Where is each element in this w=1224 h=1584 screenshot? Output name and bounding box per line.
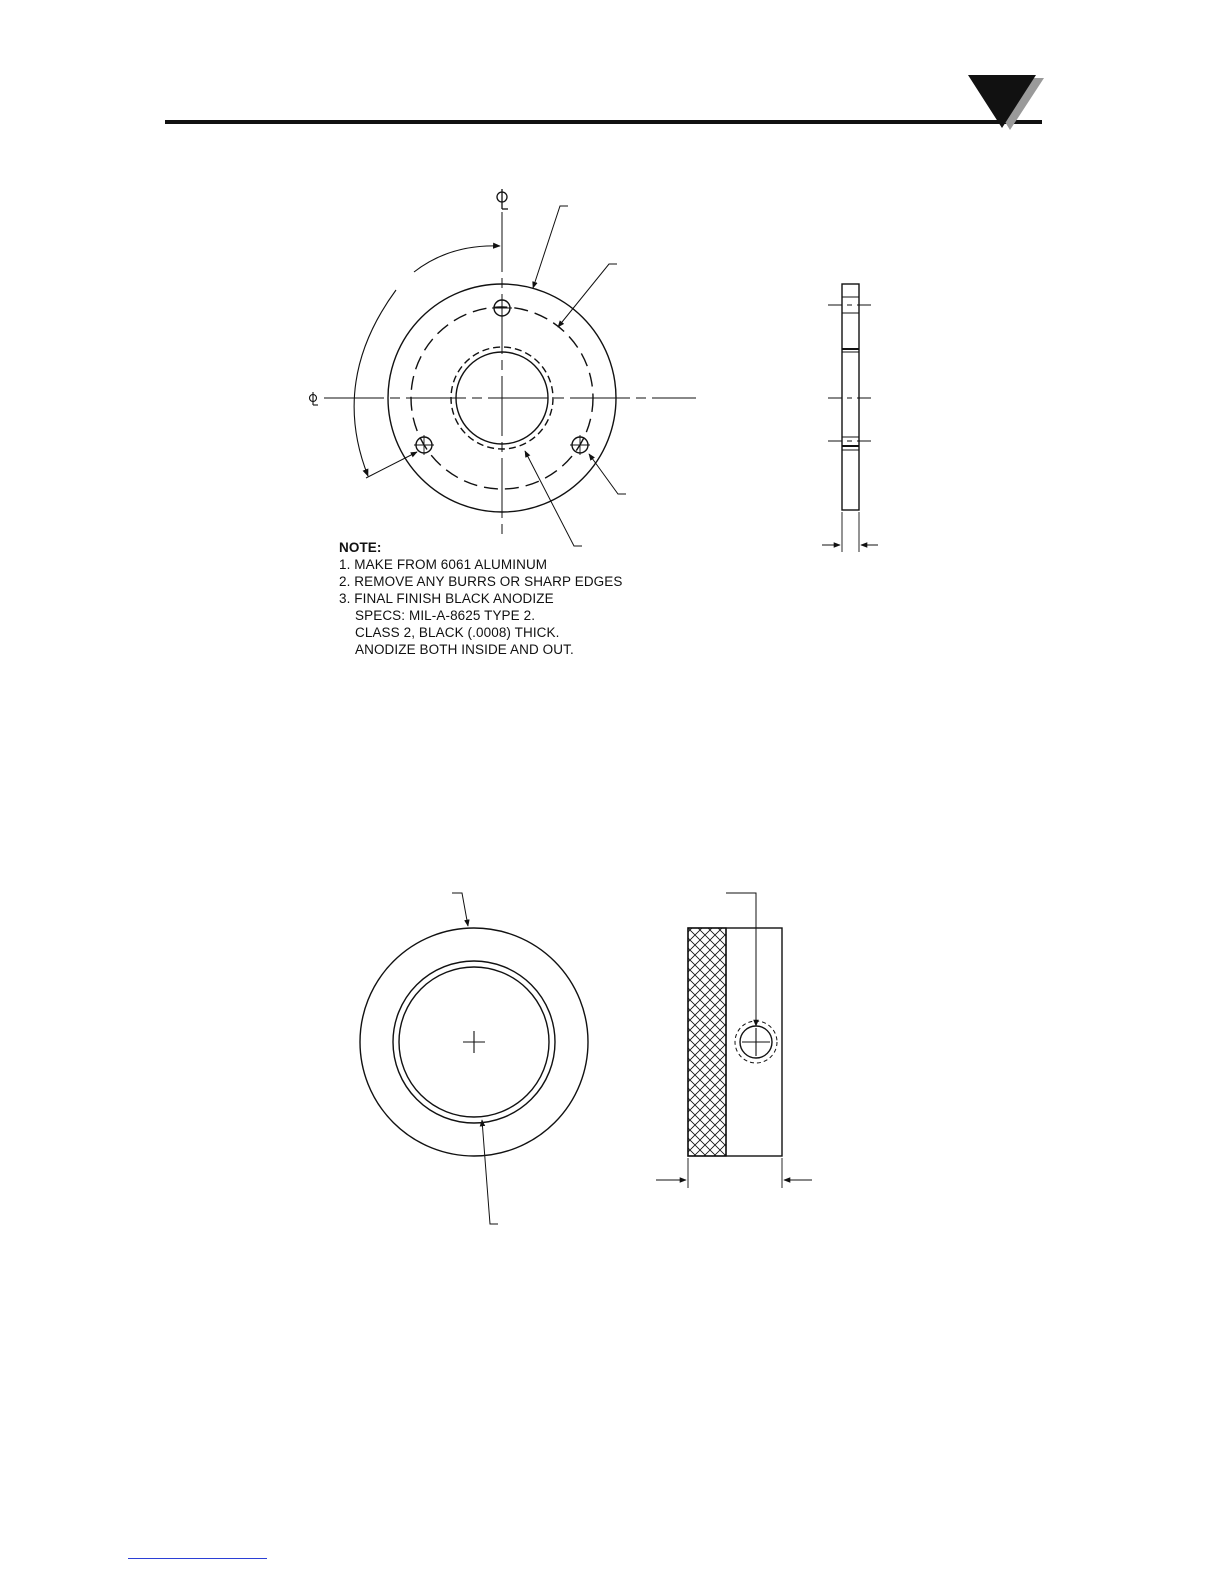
note-line-1: 1. MAKE FROM 6061 ALUMINUM (339, 557, 548, 572)
flange-front-view (310, 189, 697, 546)
note-line-3: 3. FINAL FINISH BLACK ANODIZE (339, 591, 554, 606)
ring-knurled-section (688, 928, 726, 1156)
leader-set-screw (726, 893, 756, 1026)
angle-dimension-arc-upper (414, 246, 500, 272)
leader-outer-edge (533, 206, 568, 288)
leader-center-bore (525, 451, 582, 546)
leader-bolt-circle (558, 264, 617, 327)
centerline-symbol-top (497, 189, 508, 209)
bolt-hole-right (570, 435, 590, 455)
note-title: NOTE: (339, 540, 382, 555)
ring-front-view (360, 893, 588, 1224)
fabrication-notes (339, 539, 622, 658)
flange-side-view (822, 284, 878, 552)
flange-side-profile (842, 284, 859, 510)
centerline-symbol-left (310, 392, 319, 405)
angle-dimension-arc-lower (354, 290, 396, 476)
bolt-hole-top (492, 298, 512, 318)
note-line-3-specs: SPECS: MIL-A-8625 TYPE 2. (355, 608, 536, 623)
leader-bolt-hole-right (589, 454, 626, 494)
note-line-3-anodize: ANODIZE BOTH INSIDE AND OUT. (355, 642, 574, 657)
note-line-2: 2. REMOVE ANY BURRS OR SHARP EDGES (339, 574, 623, 589)
ring-side-view (656, 893, 812, 1188)
header (165, 75, 1044, 130)
leader-ring-inner (482, 1120, 498, 1224)
note-line-3-class: CLASS 2, BLACK (.0008) THICK. (355, 625, 560, 640)
footer-link-underline[interactable] (128, 1558, 267, 1559)
leader-ring-outer (452, 893, 468, 926)
